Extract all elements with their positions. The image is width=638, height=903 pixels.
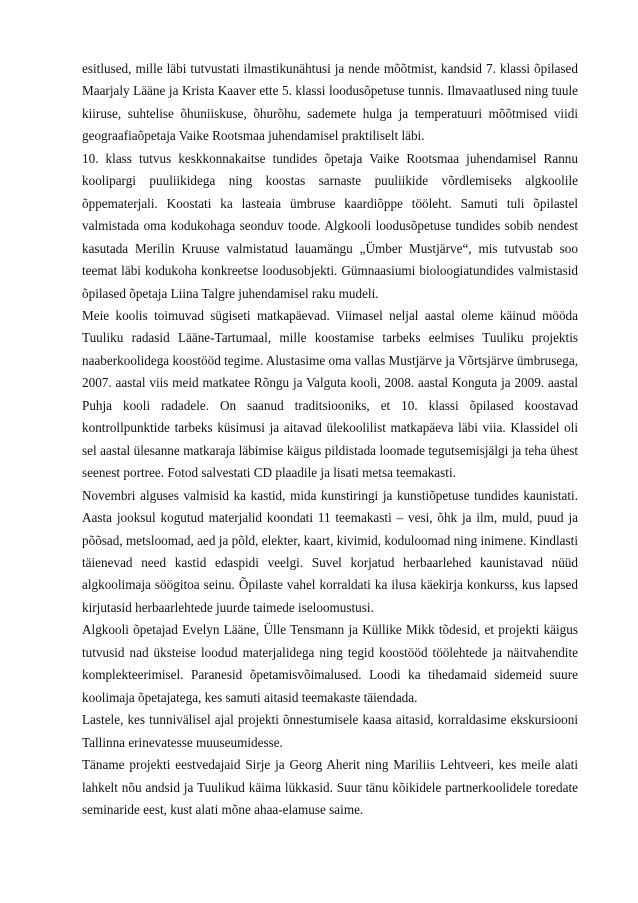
- paragraph-acknowledgements: Täname projekti eestvedajaid Sirje ja Georg Aherit ning Mariliis Lehtveeri, kes meile alati lahkelt nõu andsid ja Tuulikud käima lükkasid. Suur tänu kõikidele partnerkoolidele toredate seminaride eest, kust alati mõne ahaa-elamuse saime.: [82, 757, 578, 817]
- paragraph-hiking-days: Meie koolis toimuvad sügiseti matkapäevad. Viimasel neljal aastal oleme käinud mööda Tuuliku radasid Lääne-Tartumaal, mille koostamise tarbeks eelmises Tuuliku projektis naaberkoolidega koostööd tegime. Alustasime oma vallas Mustjärve ja Võrtsjärve ümbrusega, 2007. aastal viis meid matkatee Rõngu ja Valguta kooli, 2008. aastal Konguta ja 2009. aastal Puhja kooli radadele. On saanud traditsiooniks, et 10. klassi õpilased koostavad kontrollpunktide tarbeks küsimusi ja aitavad ülekoolilist matkapäeva läbi viia. Klassidel oli sel aastal ülesanne matkaraja läbimise käigus pildistada loomade tegutsemisjälgi ja teha ühest seenest portree. Fotod salvestati CD plaadile ja lisati metsa teemakasti.: [82, 307, 578, 481]
- paragraph-excursion: Lastele, kes tunnivälisel ajal projekti õnnestumisele kaasa aitasid, korraldasime ekskursiooni Tallinna erinevatesse muuseumidesse.: [82, 712, 578, 750]
- paragraph-weather-presentations: esitlused, mille läbi tutvustati ilmastikunähtusi ja nende mõõtmist, kandsid 7. klassi õpilased Maarjaly Lääne ja Krista Kaaver ette 5. klassi loodusõpetuse tunnis. Ilmavaatlused ning tuule kiiruse, suhtelise õhuniiskuse, õhurõhu, sademete hulga ja temperatuuri mõõtmised viidi geograafiaõpetaja Vaike Rootsmaa juhendamisel praktiliselt läbi.: [82, 61, 578, 144]
- paragraph-primary-teachers: Algkooli õpetajad Evelyn Lääne, Ülle Tensmann ja Küllike Mikk tõdesid, et projekti käigus tutvusid nad üksteise loodud materjalidega ning tegid koostööd töölehtede ja näitvahendite komplekteerimisel. Paranesid õpetamisvõimalused. Loodi ka tihedamaid sidemeid suure koolimaja õpetajatega, kes samuti aitasid teemakaste täiendada.: [82, 622, 578, 705]
- document-page: [82, 58, 578, 821]
- paragraph-environmental-protection: 10. klass tutvus keskkonnakaitse tundides õpetaja Vaike Rootsmaa juhendamisel Rannu koolipargi puuliikidega ning koostas sarnaste puuliikide võrdlemiseks algkoolile õppematerjali. Koostati ka lasteaia ümbruse kaardiõppe tööleht. Samuti tuli õpilastel valmistada oma kodukohaga seonduv toode. Algkooli loodusõpetuse tundides sobib nendest kasutada Merilin Kruuse valmistatud lauamängu „Ümber Mustjärve“, mis tutvustab soo teemat läbi kodukoha konkreetse loodusobjekti. Gümnaasiumi bioloogiatundides valmistasid õpilased õpetaja Liina Talgre juhendamisel raku mudeli.: [82, 150, 578, 301]
- paragraph-theme-boxes: Novembri alguses valmisid ka kastid, mida kunstiringi ja kunstiõpetuse tundides kaunistati. Aasta jooksul kogutud materjalid koondati 11 teemakasti – vesi, õhk ja ilm, muld, puud ja põõsad, metsloomad, aed ja põld, elekter, kaart, kivimid, koduloomad ning inimene. Kindlasti täienevad need kastid edaspidi veelgi. Suvel korjatud herbaarlehed kaunistavad nüüd algkoolimaja söögitoa seinu. Õpilaste vahel korraldati ka ilusa käekirja konkurss, kus lapsed kirjutasid herbaarlehtede juurde taimede iseloomustusi.: [82, 487, 578, 615]
